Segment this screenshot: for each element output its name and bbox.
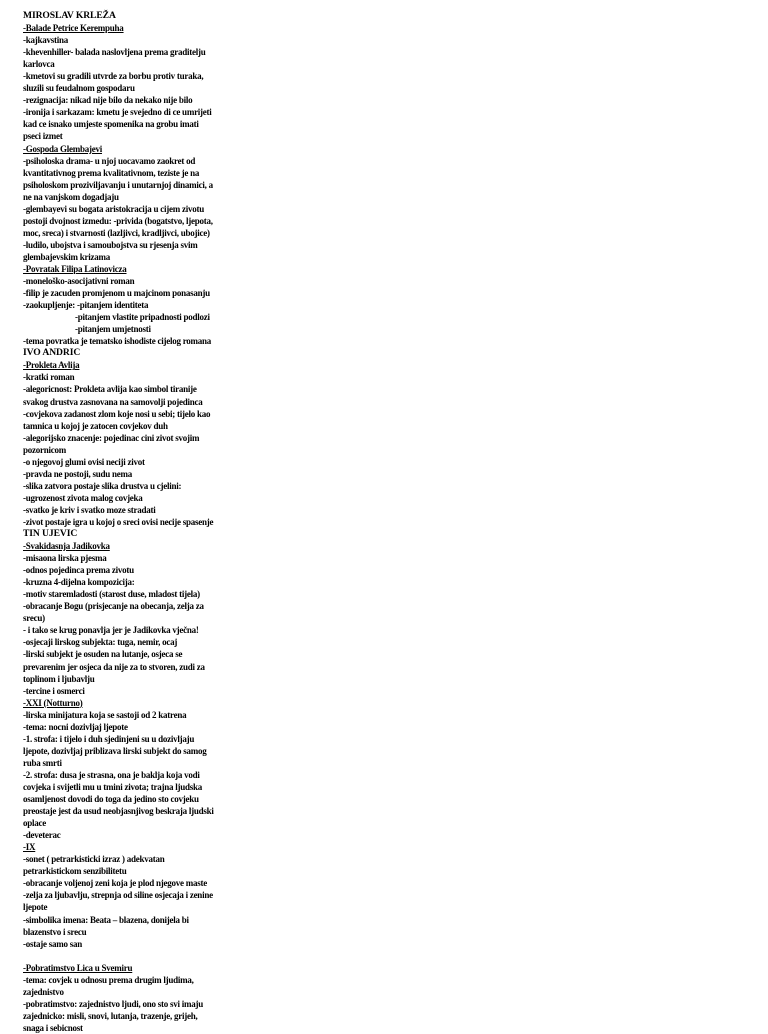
text-line: -slika zatvora postaje slika drustva u cjelini:: [23, 480, 182, 491]
text-line: ruba smrti: [23, 757, 62, 768]
text-line: -alegoricnost: Prokleta avlija kao simbol tiranije: [23, 384, 197, 395]
document-text-column: [23, 10, 268, 1034]
text-line: -o njegovoj glumi ovisi neciji zivot: [23, 456, 145, 467]
text-line: -tema: covjek u odnosu prema drugim ljudima,: [23, 974, 194, 985]
text-line: -ugrozenost zivota malog covjeka: [23, 492, 143, 503]
text-line: -tema: nocni dozivljaj ljepote: [23, 721, 128, 732]
text-line: tamnica u kojoj je zatocen covjekov duh: [23, 420, 168, 431]
text-line: -osjecaji lirskog subjekta: tuga, nemir, ocaj: [23, 637, 178, 648]
text-line: blazenstvo i srecu: [23, 926, 87, 937]
text-line: -pravda ne postoji, sudu nema: [23, 468, 133, 479]
text-line: -rezignacija: nikad nije bilo da nekako nije bilo: [23, 95, 193, 106]
text-line: - i tako se krug ponavlja jer je Jadikovka vječna!: [23, 625, 199, 636]
text-line: -odnos pojedinca prema zivotu: [23, 565, 134, 576]
text-line: karlovca: [23, 59, 55, 70]
author-heading: MIROSLAV KRLEŽA: [23, 10, 116, 21]
text-line: petrarkistickom senzibilitetu: [23, 866, 127, 877]
text-line: -simbolika imena: Beata – blazena, donijela bi: [23, 914, 189, 925]
work-title: -Pobratimstvo Lica u Svemiru: [23, 962, 133, 973]
work-title: -Balade Petrice Kerempuha: [23, 23, 124, 34]
text-line: toplinom i ljubavlju: [23, 673, 95, 684]
text-line: -covjekova zadanost zlom koje nosi u sebi; tijelo kao: [23, 408, 211, 419]
text-line: -alegorijsko znacenje: pojedinac cini zivot svojim: [23, 432, 200, 443]
text-line: postoji dvojnost izmedu: -privida (bogatstvo, ljepota,: [23, 215, 213, 226]
text-line: -obracanje voljenoj zeni koja je plod njegove maste: [23, 878, 207, 889]
text-line: pozornicom: [23, 444, 66, 455]
work-title: -IX: [23, 842, 36, 853]
text-line: -zaokupljenje: -pitanjem identiteta: [23, 300, 149, 311]
work-title: -XXI (Notturno): [23, 697, 83, 708]
text-line: -2. strofa: dusa je strasna, ona je baklja koja vodi: [23, 769, 200, 780]
work-title: -Gospoda Glembajevi: [23, 143, 103, 154]
text-line: kad ce isnako umjeste spomenika na grobu imati: [23, 119, 199, 130]
text-line: preostaje jest da usud neobjasnjivog beskraja ljudski: [23, 806, 214, 817]
text-line: ne na vanjskom dogadjaju: [23, 191, 119, 202]
text-line: -ludilo, ubojstva i samoubojstva su rjesenja svim: [23, 239, 198, 250]
text-line: pseci izmet: [23, 131, 63, 142]
text-line: oplace: [23, 818, 46, 829]
text-line: sluzili su feudalnom gospodaru: [23, 83, 135, 94]
text-line: -pitanjem umjetnosti: [23, 324, 151, 335]
text-line: -ostaje samo san: [23, 938, 82, 949]
text-line: -deveterac: [23, 830, 61, 841]
text-line: -1. strofa: i tijelo i duh sjedinjeni su u dozivljaju: [23, 733, 195, 744]
text-line: covjeka i svijetli mu u tmini zivota; trajna ljudska: [23, 782, 202, 792]
text-line: -pobratimstvo: zajednistvo ljudi, ono sto svi imaju: [23, 998, 204, 1009]
text-line: -pitanjem vlastite pripadnosti podlozi: [23, 312, 210, 323]
text-line: -lirski subjekt je osuden na lutanje, osjeca se: [23, 649, 183, 660]
text-line: -motiv staremladosti (starost duse, mladost tijela): [23, 589, 200, 600]
text-line: -glembayevi su bogata aristokracija u cijem zivotu: [23, 203, 204, 214]
text-line: -zivot postaje igra u kojoj o sreci ovisi necije spasenje: [23, 516, 214, 527]
work-title: -Povratak Filipa Latinovicza: [23, 263, 127, 274]
text-line: -obracanje Bogu (prisjecanje na obecanja, zelja za: [23, 601, 204, 612]
text-line: svakog drustva zasnovana na samovolji pojedinca: [23, 396, 203, 407]
text-line: srecu): [23, 613, 45, 624]
author-heading: IVO ANDRIC: [23, 347, 81, 359]
text-line: zajednistvo: [23, 986, 64, 997]
text-line: -kmetovi su gradili utvrde za borbu protiv turaka,: [23, 71, 204, 82]
work-title: -Prokleta Avlija: [23, 360, 80, 371]
author-heading: TIN UJEVIC: [23, 528, 78, 540]
text-line: -psiholoska drama- u njoj uocavamo zaokret od: [23, 155, 196, 166]
text-line: -tercine i osmerci: [23, 685, 85, 696]
text-line: kvantitativnog prema kvalitativnom, teziste je na: [23, 167, 200, 178]
text-line: ljepote, dozivljaj priblizava lirski subjekt do samog: [23, 745, 207, 756]
text-line: -kratki roman: [23, 372, 75, 383]
text-line: snaga i sebicnost: [23, 1022, 83, 1033]
text-line: -lirska minijatura koja se sastoji od 2 katrena: [23, 709, 187, 720]
text-line: zajednicko: misli, snovi, lutanja, trazenje, grijeh,: [23, 1010, 198, 1021]
text-line: moc, sreca) i stvarnosti (lazljivci, kradljivci, ubojice): [23, 227, 210, 238]
text-line: prevarenim jer osjeca da nije za to stvoren, zudi za: [23, 661, 205, 672]
text-line: glembajevskim krizama: [23, 251, 110, 262]
blank-line: [23, 950, 268, 962]
text-line: -moneloško-asocijativni roman: [23, 276, 135, 287]
text-line: -khevenhiller- balada naslovljena prema graditelju: [23, 47, 206, 58]
text-line: -kruzna 4-dijelna kompozicija:: [23, 577, 135, 588]
text-line: -svatko je kriv i svatko moze stradati: [23, 504, 156, 515]
text-line: -filip je zacuden promjenom u majcinom ponasanju: [23, 288, 210, 299]
text-line: psiholoskom proziviljavanju i unutarnjoj dinamici, a: [23, 179, 213, 190]
text-line: -zelja za ljubavlju, strepnja od siline osjecaja i zenine: [23, 890, 213, 901]
text-line: -misaona lirska pjesma: [23, 553, 107, 564]
text-line: osamljenost dovodi do toga da jedino sto covjeku: [23, 794, 199, 805]
text-line: -sonet ( petrarkisticki izraz ) adekvatan: [23, 854, 165, 865]
text-line: -ironija i sarkazam: kmetu je svejedno di ce umrijeti: [23, 107, 212, 118]
work-title: -Svakidasnja Jadikovka: [23, 541, 110, 552]
text-line: ljepote: [23, 902, 48, 913]
text-line: -kajkavstina: [23, 35, 69, 46]
text-line: -tema povratka je tematsko ishodiste cijelog romana: [23, 336, 212, 347]
